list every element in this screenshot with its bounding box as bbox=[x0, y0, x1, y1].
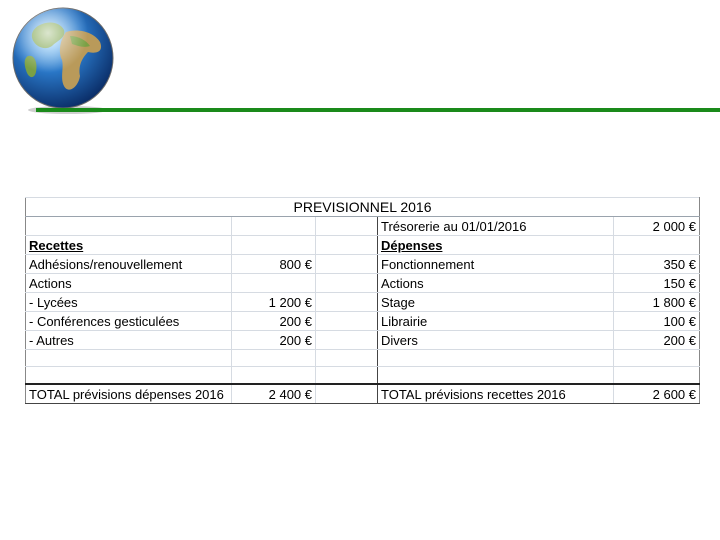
treasury-value: 2 000 € bbox=[614, 217, 700, 236]
right-label: Fonctionnement bbox=[378, 255, 614, 274]
table-title-row bbox=[26, 198, 700, 217]
globe-icon bbox=[8, 6, 118, 116]
right-value: 100 € bbox=[614, 312, 700, 331]
table-row bbox=[26, 331, 700, 350]
table-row bbox=[26, 255, 700, 274]
right-value: 150 € bbox=[614, 274, 700, 293]
blank-row bbox=[26, 350, 700, 367]
recettes-header: Recettes bbox=[26, 236, 232, 255]
table-row bbox=[26, 293, 700, 312]
table-row bbox=[26, 274, 700, 293]
section-header-row bbox=[26, 236, 700, 255]
right-label: Librairie bbox=[378, 312, 614, 331]
total-right-label: TOTAL prévisions recettes 2016 bbox=[378, 384, 614, 404]
left-label: Adhésions/renouvellement bbox=[26, 255, 232, 274]
right-value: 1 800 € bbox=[614, 293, 700, 312]
left-value: 200 € bbox=[232, 331, 316, 350]
total-right-value: 2 600 € bbox=[614, 384, 700, 404]
left-label: - Conférences gesticulées bbox=[26, 312, 232, 331]
total-row bbox=[26, 384, 700, 404]
left-label: - Autres bbox=[26, 331, 232, 350]
budget-table bbox=[25, 197, 700, 404]
right-value: 350 € bbox=[614, 255, 700, 274]
right-label: Divers bbox=[378, 331, 614, 350]
treasury-label: Trésorerie au 01/01/2016 bbox=[378, 217, 614, 236]
left-value: 800 € bbox=[232, 255, 316, 274]
left-value bbox=[232, 274, 316, 293]
left-label: - Lycées bbox=[26, 293, 232, 312]
left-label: Actions bbox=[26, 274, 232, 293]
depenses-header: Dépenses bbox=[378, 236, 614, 255]
total-left-value: 2 400 € bbox=[232, 384, 316, 404]
left-value: 200 € bbox=[232, 312, 316, 331]
right-label: Stage bbox=[378, 293, 614, 312]
right-label: Actions bbox=[378, 274, 614, 293]
treasury-row bbox=[26, 217, 700, 236]
total-left-label: TOTAL prévisions dépenses 2016 bbox=[26, 384, 232, 404]
table-title: PREVISIONNEL 2016 bbox=[26, 198, 700, 217]
blank-row bbox=[26, 367, 700, 385]
right-value: 200 € bbox=[614, 331, 700, 350]
left-value: 1 200 € bbox=[232, 293, 316, 312]
table-row bbox=[26, 312, 700, 331]
header-divider bbox=[36, 108, 720, 112]
